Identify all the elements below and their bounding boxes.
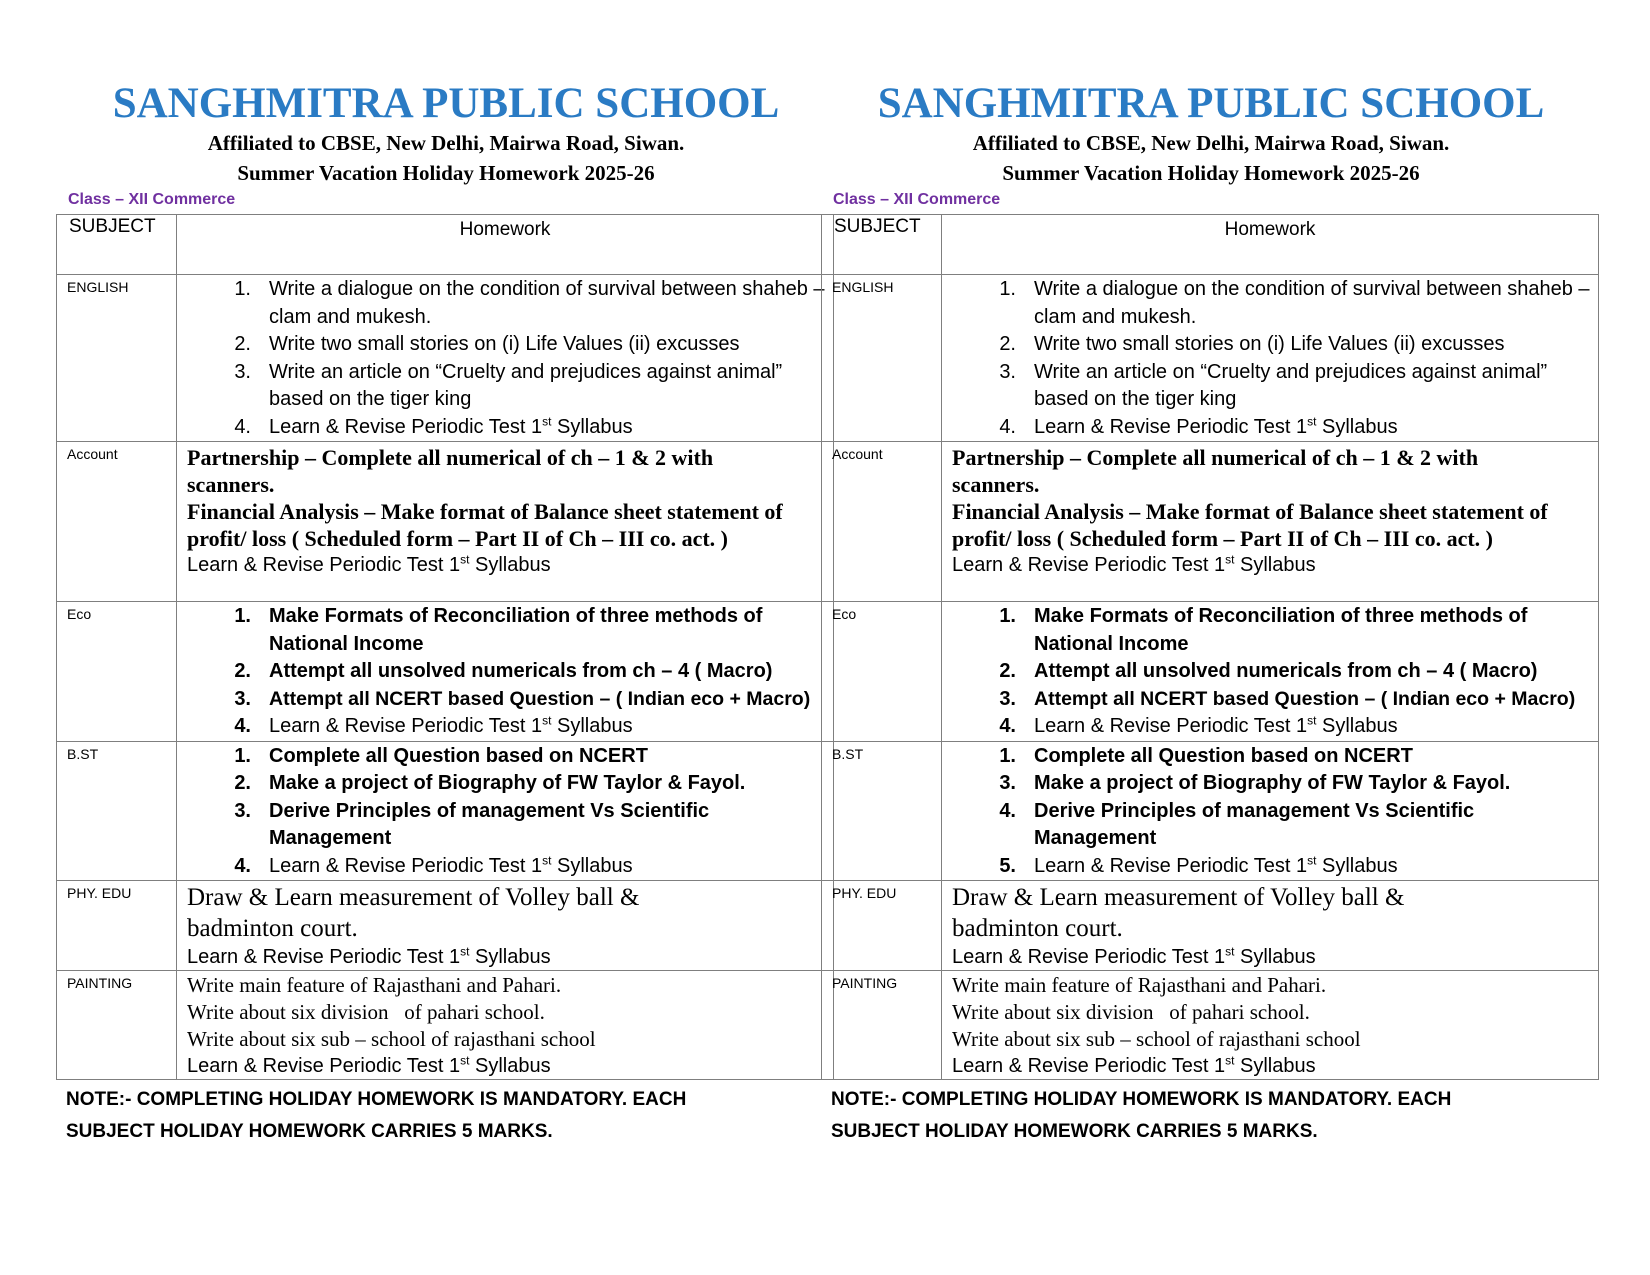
subject-label: B.ST [822, 741, 942, 881]
list-item: 3. Derive Principles of management Vs Scientific Management [234, 799, 710, 849]
list-item: 4. Learn & Revise Periodic Test 1st Syllabus [999, 413, 1398, 438]
subject-label: B.ST [57, 741, 177, 881]
homework-table [821, 214, 1599, 1080]
list-item: 1. Write a dialogue on the condition of survival between shaheb – clam and mukesh. [234, 278, 825, 328]
homework-cell [177, 741, 834, 881]
homework-cell [942, 741, 1599, 881]
subject-label: PAINTING [57, 971, 177, 1080]
subject-label: Eco [57, 602, 177, 742]
table-row-english [822, 275, 1599, 442]
homework-text: Learn & Revise Periodic Test 1st Syllabus [952, 552, 1316, 576]
affiliation: Affiliated to CBSE, New Delhi, Mairwa Road, Siwan. [207, 131, 685, 155]
list-item: 3. Attempt all NCERT based Question – ( Indian eco + Macro) [999, 687, 1576, 710]
subject-label: Account [822, 442, 942, 602]
subject-label: PHY. EDU [57, 881, 177, 971]
homework-table [56, 214, 834, 1080]
table-row-phy-edu [822, 881, 1599, 971]
homework-cell [942, 602, 1599, 742]
homework-cell [177, 442, 834, 602]
homework-text: Write main feature of Rajasthani and Pahari. [952, 973, 1327, 997]
table-row-english [57, 275, 834, 442]
homework-sheet [56, 80, 836, 1148]
table-row-bst [822, 741, 1599, 881]
homework-cell [942, 881, 1599, 971]
column-header-homework: Homework [177, 215, 834, 275]
subject-label: Account [57, 442, 177, 602]
subject-label: ENGLISH [822, 275, 942, 442]
subject-label: ENGLISH [57, 275, 177, 442]
list-item: 3. Attempt all NCERT based Question – ( Indian eco + Macro) [234, 687, 811, 710]
class-label: Class – XII Commerce [68, 191, 236, 208]
list-item: 4. Derive Principles of management Vs Scientific Management [999, 799, 1475, 849]
homework-text: Financial Analysis – Make format of Balance sheet statement of profit/ loss ( Scheduled form – Part II of Ch – III co. act. ) [952, 499, 1548, 551]
homework-text: Draw & Learn measurement of Volley ball & badminton court. [187, 884, 640, 942]
homework-text: Learn & Revise Periodic Test 1st Syllabus [952, 944, 1316, 968]
homework-text: Learn & Revise Periodic Test 1st Syllabus [187, 1053, 551, 1077]
homework-text: Write about six sub – school of rajasthani school [952, 1027, 1361, 1051]
homework-text: Learn & Revise Periodic Test 1st Syllabus [952, 1053, 1316, 1077]
note-text: NOTE:- COMPLETING HOLIDAY HOMEWORK IS MANDATORY. EACH SUBJECT HOLIDAY HOMEWORK CARRIES 5 MARKS. [66, 1089, 687, 1142]
list-item: 2. Attempt all unsolved numericals from ch – 4 ( Macro) [234, 660, 773, 682]
homework-cell [177, 275, 834, 442]
column-header-subject: SUBJECT [57, 215, 177, 275]
table-row-painting [57, 971, 834, 1080]
list-item: 4. Learn & Revise Periodic Test 1st Syllabus [234, 413, 633, 438]
list-item: 1. Complete all Question based on NCERT [999, 744, 1413, 767]
homework-text: Partnership – Complete all numerical of ch – 1 & 2 with scanners. [952, 445, 1479, 497]
table-header-row [822, 215, 1599, 275]
homework-text: Write about six division of pahari school. [952, 1000, 1310, 1024]
table-row-bst [57, 741, 834, 881]
homework-text: Write main feature of Rajasthani and Pahari. [187, 973, 562, 997]
homework-text: Financial Analysis – Make format of Balance sheet statement of profit/ loss ( Scheduled form – Part II of Ch – III co. act. ) [187, 499, 783, 551]
list-item: 3. Write an article on “Cruelty and prejudices against animal” based on the tiger king [999, 360, 1548, 410]
table-row-eco [57, 602, 834, 742]
affiliation: Affiliated to CBSE, New Delhi, Mairwa Road, Siwan. [972, 131, 1450, 155]
list-item: 2. Make a project of Biography of FW Taylor & Fayol. [234, 772, 746, 794]
homework-text: Learn & Revise Periodic Test 1st Syllabus [187, 552, 551, 576]
list-item: 2. Attempt all unsolved numericals from ch – 4 ( Macro) [999, 660, 1538, 682]
homework-text: Write about six division of pahari school. [187, 1000, 545, 1024]
list-item: 2. Write two small stories on (i) Life Values (ii) excusses [234, 333, 740, 355]
homework-text: Write about six sub – school of rajasthani school [187, 1027, 596, 1051]
list-item: 4. Learn & Revise Periodic Test 1st Syllabus [999, 713, 1398, 737]
table-row-eco [822, 602, 1599, 742]
school-name: SANGHMITRA PUBLIC SCHOOL [112, 80, 780, 127]
list-item: 4. Learn & Revise Periodic Test 1st Syllabus [234, 852, 633, 877]
page-title: Summer Vacation Holiday Homework 2025-26 [1002, 161, 1420, 185]
list-item: 1. Complete all Question based on NCERT [234, 744, 648, 767]
table-row-phy-edu [57, 881, 834, 971]
homework-text: Draw & Learn measurement of Volley ball & badminton court. [952, 884, 1405, 942]
column-header-subject: SUBJECT [822, 215, 942, 275]
list-item: 3. Write an article on “Cruelty and prejudices against animal” based on the tiger king [234, 360, 783, 410]
table-row-account [57, 442, 834, 602]
homework-cell [942, 971, 1599, 1080]
homework-cell [177, 881, 834, 971]
table-header-row [57, 215, 834, 275]
column-header-homework: Homework [942, 215, 1599, 275]
homework-sheet [821, 80, 1601, 1148]
list-item: 1. Make Formats of Reconciliation of three methods of National Income [999, 605, 1528, 655]
subject-label: PHY. EDU [822, 881, 942, 971]
homework-cell [177, 971, 834, 1080]
subject-label: Eco [822, 602, 942, 742]
homework-text: Learn & Revise Periodic Test 1st Syllabus [187, 944, 551, 968]
list-item: 1. Write a dialogue on the condition of survival between shaheb – clam and mukesh. [999, 278, 1590, 328]
table-row-account [822, 442, 1599, 602]
list-item: 4. Learn & Revise Periodic Test 1st Syllabus [234, 713, 633, 737]
subject-label: PAINTING [822, 971, 942, 1080]
class-label: Class – XII Commerce [833, 191, 1001, 208]
homework-cell [942, 442, 1599, 602]
note-text: NOTE:- COMPLETING HOLIDAY HOMEWORK IS MANDATORY. EACH SUBJECT HOLIDAY HOMEWORK CARRIES 5 MARKS. [831, 1089, 1452, 1142]
list-item: 2. Write two small stories on (i) Life Values (ii) excusses [999, 333, 1505, 355]
list-item: 1. Make Formats of Reconciliation of three methods of National Income [234, 605, 763, 655]
table-row-painting [822, 971, 1599, 1080]
homework-text: Partnership – Complete all numerical of ch – 1 & 2 with scanners. [187, 445, 714, 497]
homework-cell [942, 275, 1599, 442]
page-title: Summer Vacation Holiday Homework 2025-26 [237, 161, 655, 185]
list-item: 3. Make a project of Biography of FW Taylor & Fayol. [999, 772, 1511, 794]
list-item: 5. Learn & Revise Periodic Test 1st Syllabus [999, 852, 1398, 877]
school-name: SANGHMITRA PUBLIC SCHOOL [877, 80, 1545, 127]
homework-cell [177, 602, 834, 742]
